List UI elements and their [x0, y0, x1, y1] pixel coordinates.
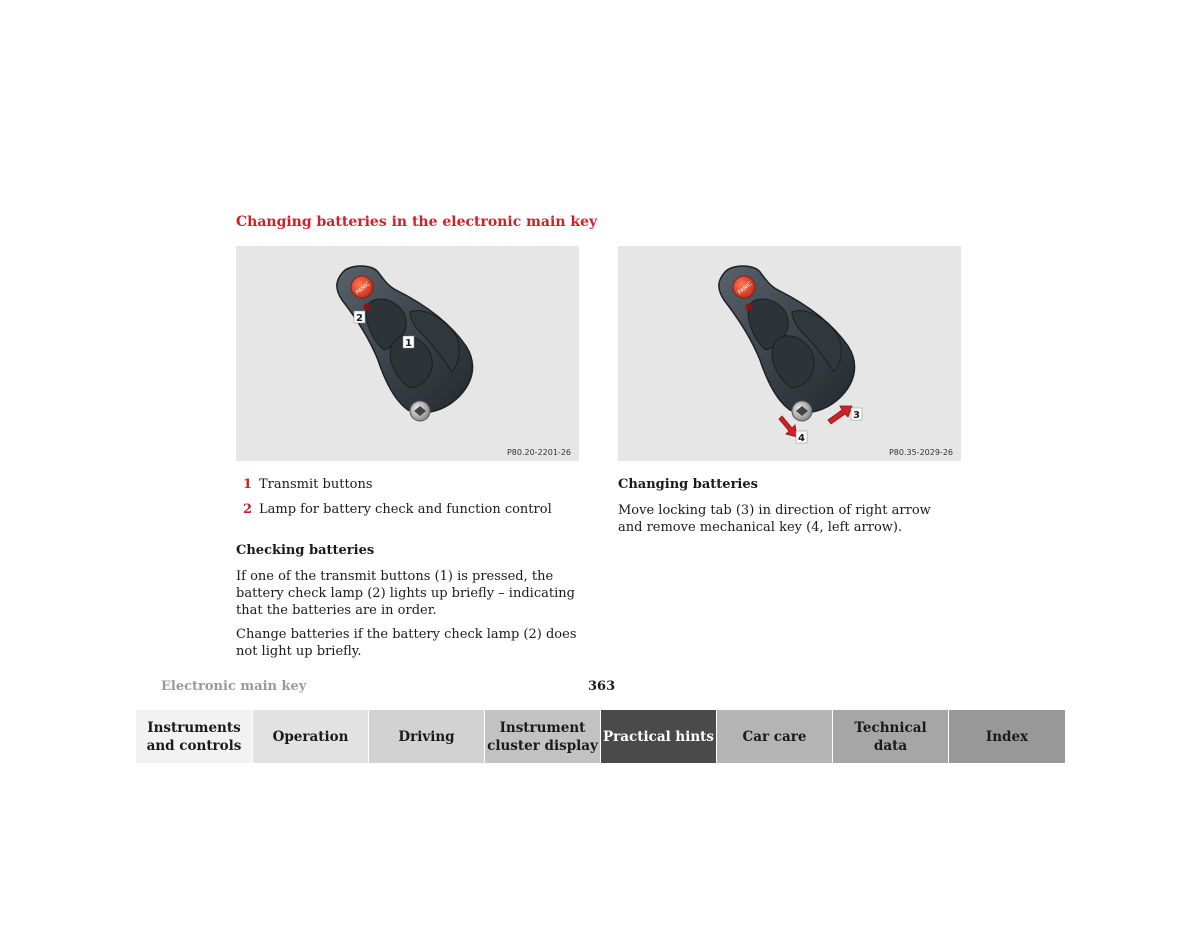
- figure-code: P80.35-2029-26: [888, 448, 953, 457]
- tab-driving[interactable]: Driving: [369, 710, 485, 763]
- checking-paragraph-2: Change batteries if the battery check lamp (2) does not light up briefly.: [236, 627, 577, 659]
- tab-car-care[interactable]: Car care: [717, 710, 833, 763]
- legend-text: Transmit buttons: [259, 477, 373, 492]
- tab-technical-data[interactable]: Technical data: [833, 710, 949, 763]
- chapter-tab-bar: [136, 710, 1065, 763]
- legend-item: [236, 501, 581, 518]
- panic-button-label: PANIC: [737, 280, 754, 297]
- callout-1: 1: [405, 338, 412, 349]
- checking-heading: Checking batteries: [236, 543, 375, 558]
- callout-2: 2: [356, 313, 363, 324]
- key-figure-right: [618, 246, 961, 461]
- arrow-right-icon: [828, 406, 852, 424]
- panic-button-label: PANIC: [355, 280, 372, 297]
- key-illustration-left: [236, 246, 579, 461]
- changing-paragraph-1: Move locking tab (3) in direction of right arrow and remove mechanical key (4, left arrow).: [618, 503, 931, 535]
- legend-item: [236, 476, 581, 493]
- tab-practical-hints[interactable]: Practical hints: [601, 710, 717, 763]
- key-illustration-right: [618, 246, 961, 461]
- section-title: Changing batteries in the electronic main key: [236, 214, 598, 230]
- figure-code: P80.20-2201-26: [506, 448, 571, 457]
- footer-section-name: Electronic main key: [161, 679, 307, 694]
- changing-heading: Changing batteries: [618, 477, 758, 492]
- callout-4: 4: [798, 433, 805, 444]
- tab-instruments-and-controls[interactable]: Instruments and controls: [136, 710, 253, 763]
- legend-number: 2: [242, 502, 252, 517]
- legend-text: Lamp for battery check and function control: [259, 502, 552, 517]
- callout-3: 3: [853, 410, 860, 421]
- legend-list: [236, 476, 581, 518]
- tab-operation[interactable]: Operation: [253, 710, 369, 763]
- tab-instrument-cluster-display[interactable]: Instrument cluster display: [485, 710, 601, 763]
- tab-index[interactable]: Index: [949, 710, 1065, 763]
- checking-paragraph-1: If one of the transmit buttons (1) is pressed, the battery check lamp (2) lights up briefly – indicating that the batteries are in order.: [236, 569, 575, 618]
- page-number: 363: [588, 679, 616, 694]
- arrow-left-icon: [779, 416, 797, 437]
- key-figure-left: [236, 246, 579, 461]
- legend-number: 1: [242, 477, 252, 492]
